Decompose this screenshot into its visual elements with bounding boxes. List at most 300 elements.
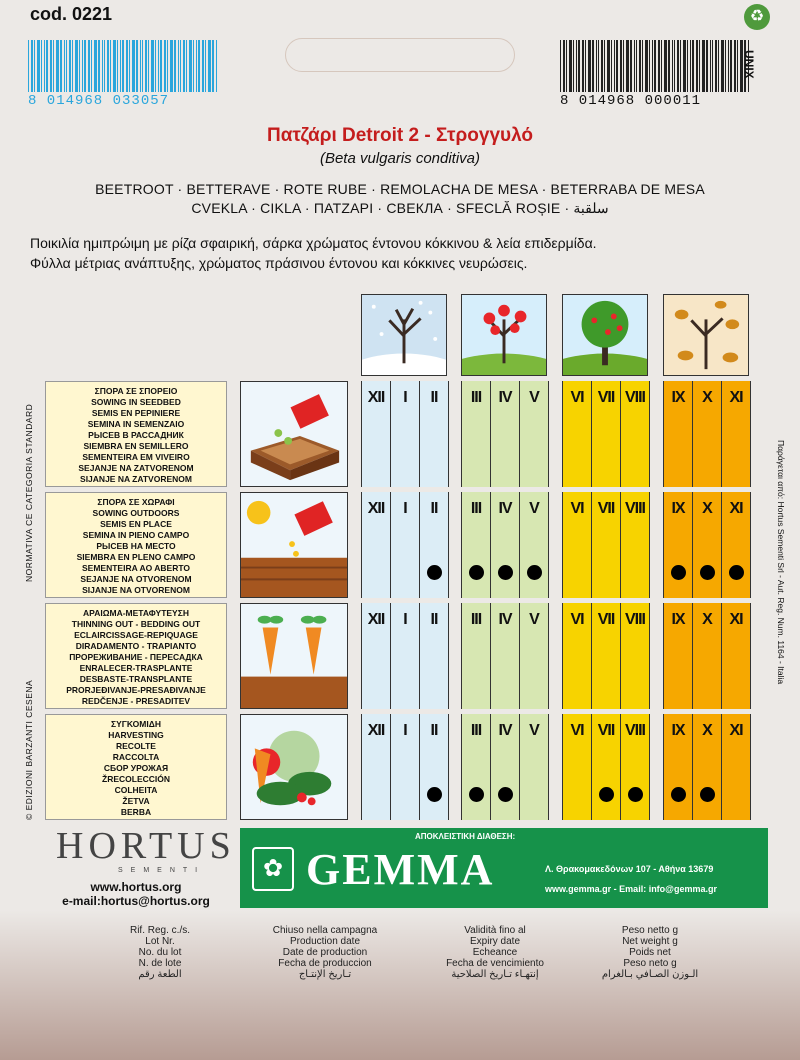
row-label-line: SEJANJE NA ZATVORENOM [78, 463, 194, 473]
barcode-bar [730, 40, 732, 92]
barcode-bar [69, 40, 71, 92]
barcode-bar [53, 40, 54, 92]
winter-season-icon [361, 294, 447, 376]
barcode-bar [155, 40, 156, 92]
barcode-bar [607, 40, 610, 92]
barcode-bar [616, 40, 618, 92]
barcode-bar [84, 40, 86, 92]
barcode-bar [563, 40, 565, 92]
barcode-bar [642, 40, 643, 92]
barcode-bar [576, 40, 577, 92]
barcode-bar [189, 40, 192, 92]
footer-line: Fecha de produccion [278, 958, 372, 969]
footer-line: Net weight g [622, 936, 678, 947]
month-label: XII [367, 389, 385, 406]
gemma-logo-icon: ✿ [252, 847, 294, 891]
barcode-bar [120, 40, 121, 92]
footer-line: Validità fino al [464, 925, 526, 936]
barcode-bar [614, 40, 615, 92]
month-cell [562, 603, 592, 709]
barcode-bar [72, 40, 73, 92]
month-label: I [403, 500, 407, 517]
winter-month-group [361, 492, 449, 598]
month-label: IX [671, 500, 685, 517]
footer-line: Chiuso nella campagna [272, 925, 378, 936]
footer-line: Rif. Reg. c./s. [129, 925, 190, 936]
activity-dot [729, 565, 744, 580]
row-label-line: SEMENTEIRA EM VIVEIRO [82, 452, 190, 462]
barcode-bar [634, 40, 635, 92]
month-cell [461, 381, 491, 487]
barcode-bar [102, 40, 103, 92]
hortus-website: www.hortus.org [90, 880, 182, 894]
row-label-line: DESBASTE-TRANSPLANTE [79, 674, 193, 684]
barcode-bar [186, 40, 187, 92]
barcode-bar [60, 40, 62, 92]
barcode-bar [205, 40, 206, 92]
barcode-bar [75, 40, 78, 92]
month-label: II [430, 389, 438, 406]
month-label: XII [367, 500, 385, 517]
barcode-bar [212, 40, 214, 92]
barcode-bar [41, 40, 42, 92]
month-cell [461, 714, 491, 820]
month-label: IX [671, 389, 685, 406]
description [30, 233, 780, 273]
month-label: VII [597, 611, 615, 628]
row-label-line: ECLAIRCISSAGE-REPIQUAGE [74, 630, 198, 640]
barcode-bar [712, 40, 713, 92]
month-cell [562, 492, 592, 598]
month-label: X [702, 722, 712, 739]
row-label-line: ŽETVA [122, 796, 150, 806]
gemma-web: www.gemma.gr - Email: info@gemma.gr [545, 884, 717, 894]
month-cell [663, 381, 693, 487]
month-cell [361, 492, 391, 598]
activity-dot [599, 787, 614, 802]
barcode-bar [715, 40, 717, 92]
month-label: IV [498, 611, 512, 628]
footer-line: الطعة رقم [138, 969, 182, 980]
barcode-bar [649, 40, 650, 92]
summer-month-group [562, 603, 650, 709]
month-cell [491, 603, 520, 709]
row-label-line: HARVESTING [108, 730, 164, 740]
row-label-seedbed [45, 381, 227, 487]
footer-line: Peso netto g [621, 925, 679, 936]
row-label-line: SEMIS EN PEPINIERE [91, 408, 181, 418]
barcode-bar [611, 40, 612, 92]
month-label: XI [729, 722, 743, 739]
month-label: X [702, 611, 712, 628]
month-label: VII [597, 500, 615, 517]
barcode-bar [129, 40, 130, 92]
footer-line: إنتهـاء تـاريخ الصلاحية [451, 969, 539, 980]
footer-expiry-date [420, 925, 570, 980]
row-label-line: SEMENTEIRA AO ABERTO [82, 563, 190, 573]
barcode-bar [588, 40, 591, 92]
month-cell [391, 492, 420, 598]
barcode-bar [148, 40, 149, 92]
month-cell [562, 714, 592, 820]
row-label-line: COLHEITA [114, 785, 158, 795]
side-producer: Παράγεται από: Hortus Sementi Srl - Aut. Reg. Num. 1164 - Italia [776, 440, 786, 685]
common-names-line-2: CVEKLA · CIKLA · ΠΑΤΖΑΡΙ · СВЕКЛА · SFECLĂ ROȘIE · سلقبة [191, 200, 609, 216]
barcode-bar [630, 40, 632, 92]
description-line-1: Ποικιλία ημιπρώιμη με ρίζα σφαιρική, σάρκα χρώματος έντονου κόκκινου & λεία επιδερμίδα. [30, 235, 597, 251]
barcode-bar [585, 40, 586, 92]
month-label: VIII [624, 722, 645, 739]
month-label: IV [498, 500, 512, 517]
barcode-bar [145, 40, 147, 92]
barcode-bar [208, 40, 211, 92]
hang-hole [285, 38, 515, 72]
barcode-right [560, 40, 755, 109]
barcode-bar [658, 40, 660, 92]
summer-month-group [562, 714, 650, 820]
month-label: III [470, 722, 482, 739]
latin-name: (Beta vulgaris conditiva) [319, 150, 481, 167]
month-cell [420, 603, 449, 709]
row-label-line: BERBA [120, 807, 152, 817]
hortus-subtitle: SEMENTI [118, 867, 206, 874]
month-cell [461, 603, 491, 709]
activity-dot [427, 787, 442, 802]
month-label: II [430, 722, 438, 739]
month-cell [461, 492, 491, 598]
month-label: I [403, 389, 407, 406]
month-label: XI [729, 611, 743, 628]
barcode-bar [44, 40, 45, 92]
month-cell [592, 714, 621, 820]
barcode-bar [202, 40, 204, 92]
barcode-bar [718, 40, 719, 92]
month-cell [420, 492, 449, 598]
month-cell [391, 381, 420, 487]
row-label-line: ΑΡΑΙΩΜΑ-ΜΕΤΑΦΥΤΕΥΣΗ [83, 608, 189, 618]
month-label: VI [570, 389, 584, 406]
spring-month-group [461, 603, 549, 709]
autumn-month-group [663, 714, 751, 820]
hortus-brand [56, 825, 236, 908]
activity-dot [427, 565, 442, 580]
month-cell [592, 381, 621, 487]
activity-dot [628, 787, 643, 802]
autumn-month-group [663, 603, 751, 709]
barcode-bars [560, 40, 755, 92]
month-label: X [702, 500, 712, 517]
barcode-bar [728, 40, 729, 92]
month-label: VII [597, 389, 615, 406]
month-cell [391, 603, 420, 709]
footer-line: Echeance [472, 947, 518, 958]
month-label: X [702, 389, 712, 406]
barcode-bar [122, 40, 124, 92]
harvesting-illustration [240, 714, 348, 820]
month-label: XII [367, 722, 385, 739]
footer-line: Production date [289, 936, 361, 947]
barcode-bar [28, 40, 29, 92]
row-label-line: SOWING IN SEEDBED [91, 397, 181, 407]
footer-line: Expiry date [469, 936, 521, 947]
spring-season-icon [461, 294, 547, 376]
month-cell [621, 603, 650, 709]
month-label: VIII [624, 389, 645, 406]
month-label: IV [498, 389, 512, 406]
row-label-line: DIRADAMENTO - TRAPIANTO [75, 641, 197, 651]
barcode-bar [623, 40, 624, 92]
month-label: V [529, 500, 539, 517]
barcode-bar [37, 40, 40, 92]
month-cell [491, 714, 520, 820]
common-names-line-1: BEETROOT · BETTERAVE · ROTE RUBE · REMOLACHA DE MESA · BETERRABA DE MESA [95, 181, 705, 197]
barcode-bar [626, 40, 629, 92]
footer-net-weight [580, 925, 720, 980]
month-label: VI [570, 722, 584, 739]
barcode-bar [126, 40, 128, 92]
hortus-logo: HORTUS [56, 825, 236, 867]
footer-line: Date de production [282, 947, 368, 958]
month-cell [420, 381, 449, 487]
barcode-bar [725, 40, 726, 92]
barcode-bar [56, 40, 59, 92]
activity-dot [671, 565, 686, 580]
gemma-banner [240, 828, 768, 908]
winter-month-group [361, 381, 449, 487]
activity-dot [469, 565, 484, 580]
barcode-bar [578, 40, 580, 92]
barcode-bar [31, 40, 33, 92]
month-cell [520, 381, 549, 487]
autumn-month-group [663, 492, 751, 598]
row-label-line: SEMINA IN PIENO CAMPO [82, 530, 190, 540]
month-label: V [529, 611, 539, 628]
barcode-bar [668, 40, 670, 92]
row-label-line: СБОР УРОЖАЯ [103, 763, 169, 773]
barcode-bar [598, 40, 599, 92]
footer-line: تـاريخ الإنتـاج [298, 969, 352, 980]
barcode-bar [216, 40, 217, 92]
row-label-thinning [45, 603, 227, 709]
unix-label: UNIX [742, 50, 756, 79]
barcode-bar [180, 40, 181, 92]
month-cell [562, 381, 592, 487]
month-cell [722, 381, 751, 487]
month-cell [361, 714, 391, 820]
row-label-line: SIEMBRA EN PLENO CAMPO [76, 552, 196, 562]
exclusive-distribution: ΑΠΟΚΛΕΙΣΤΙΚΗ ΔΙΑΘΕΣΗ: [415, 832, 516, 841]
barcode-bar [164, 40, 166, 92]
activity-dot [498, 787, 513, 802]
month-cell [693, 714, 722, 820]
row-label-harvesting [45, 714, 227, 820]
barcode-bar [687, 40, 688, 92]
row-label-line: ПРОРЕЖИВАНИЕ - ПЕРЕСАДКА [69, 652, 203, 662]
thinning-illustration [240, 603, 348, 709]
winter-month-group [361, 603, 449, 709]
month-cell [663, 492, 693, 598]
barcode-bar [601, 40, 603, 92]
row-label-line: SEMIS EN PLACE [100, 519, 172, 529]
month-cell [491, 492, 520, 598]
autumn-season-icon [663, 294, 749, 376]
row-label-line: PRORJEĐIVANJE-PRESAĐIVANJE [66, 685, 206, 695]
barcode-bar [110, 40, 111, 92]
barcode-bar [737, 40, 738, 92]
gemma-address: Λ. Θρακομακεδόνων 107 - Αθήνα 13679 [545, 864, 714, 874]
barcode-bar [151, 40, 154, 92]
barcode-bar [677, 40, 679, 92]
footer-lot [100, 925, 220, 980]
month-cell [722, 714, 751, 820]
month-cell [391, 714, 420, 820]
barcode-bar [672, 40, 673, 92]
barcode-bar [183, 40, 185, 92]
summer-month-group [562, 492, 650, 598]
barcode-bar [104, 40, 105, 92]
activity-dot [527, 565, 542, 580]
barcode-bar [592, 40, 594, 92]
spring-month-group [461, 492, 549, 598]
footer-line: Lot Nr. [145, 936, 175, 947]
barcode-bar [132, 40, 135, 92]
barcode-bar [566, 40, 567, 92]
barcode-bar [113, 40, 116, 92]
activity-dot [671, 787, 686, 802]
product-title: Πατζάρι Detroit 2 - Στρογγυλό [266, 125, 534, 146]
barcode-bar [178, 40, 179, 92]
month-cell [621, 492, 650, 598]
month-cell [520, 714, 549, 820]
month-cell [420, 714, 449, 820]
barcode-bar [604, 40, 605, 92]
month-label: VII [597, 722, 615, 739]
side-copyright: © EDIZIONI BARZANTI CESENA [24, 679, 34, 820]
footer-line: Fecha de vencimiento [446, 958, 544, 969]
month-label: XII [367, 611, 385, 628]
barcode-bar [158, 40, 159, 92]
barcode-bar [198, 40, 200, 92]
barcode-bar [734, 40, 736, 92]
row-label-line: РЫСЕВ В РАССАДНИК [88, 430, 184, 440]
barcode-bar [94, 40, 97, 92]
row-label-line: РЫСЕВ НА МЕСТО [96, 541, 176, 551]
month-cell [520, 492, 549, 598]
barcode-bar [50, 40, 52, 92]
barcode-bar [582, 40, 584, 92]
summer-season-icon [562, 294, 648, 376]
footer-line: الـوزن الصـافي بـالغرام [601, 969, 699, 980]
month-label: VI [570, 500, 584, 517]
barcode-bar [636, 40, 637, 92]
seedbed-illustration [240, 381, 348, 487]
month-cell [361, 381, 391, 487]
row-label-line: SOWING OUTDOORS [92, 508, 180, 518]
barcode-bar [596, 40, 597, 92]
row-label-line: REDČENJE - PRESADITEV [81, 696, 191, 706]
activity-dot [469, 787, 484, 802]
barcode-bar [170, 40, 173, 92]
barcode-bar [136, 40, 138, 92]
row-label-line: ŽRECOLECCIÓN [102, 774, 170, 784]
barcode-left [28, 40, 218, 109]
barcode-bar [196, 40, 197, 92]
month-cell [693, 603, 722, 709]
barcode-bar [696, 40, 698, 92]
month-cell [722, 603, 751, 709]
month-cell [361, 603, 391, 709]
footer-line: N. de lote [138, 958, 182, 969]
row-label-line: SIJANJE NA OTVORENOM [82, 585, 190, 595]
product-code: cod. 0221 [30, 4, 113, 24]
spring-month-group [461, 381, 549, 487]
barcode-bar [91, 40, 92, 92]
footer-line: Peso neto g [623, 958, 677, 969]
barcode-bar [64, 40, 65, 92]
barcode-bar [690, 40, 691, 92]
barcode-number: 8 014968 000011 [560, 93, 702, 109]
barcode-bar [674, 40, 675, 92]
barcode-bar [664, 40, 667, 92]
barcode-bar [721, 40, 724, 92]
barcode-bar [140, 40, 141, 92]
barcode-bar [160, 40, 162, 92]
barcode-bars [28, 40, 218, 92]
month-label: XI [729, 389, 743, 406]
side-normativa: NORMATIVA CE CATEGORIA STANDARD [24, 403, 34, 582]
month-label: IX [671, 722, 685, 739]
barcode-bar [702, 40, 705, 92]
footer-production-date [255, 925, 395, 980]
barcode-bar [174, 40, 176, 92]
description-line-2: Φύλλα μέτριας ανάπτυξης, χρώματος πράσινου έντονου και κόκκινες νευρώσεις. [30, 255, 528, 271]
barcode-bar [654, 40, 656, 92]
barcode-bar [573, 40, 574, 92]
recycle-icon: ♻ [744, 4, 770, 30]
row-label-line: ΣΥΓΚΟΜΙΔΗ [111, 719, 161, 729]
footer-line: Poids net [629, 947, 671, 958]
barcode-bar [680, 40, 681, 92]
activity-dot [498, 565, 513, 580]
barcode-bar [82, 40, 83, 92]
month-label: III [470, 611, 482, 628]
barcode-bar [620, 40, 622, 92]
activity-dot [700, 565, 715, 580]
row-label-line: ΣΠΟΡΑ ΣΕ ΧΩΡΑΦΙ [97, 497, 175, 507]
month-label: I [403, 611, 407, 628]
spring-month-group [461, 714, 549, 820]
barcode-bar [98, 40, 100, 92]
row-label-line: ΣΠΟΡΑ ΣΕ ΣΠΟΡΕΙΟ [94, 386, 178, 396]
footer-line: No. du lot [138, 947, 182, 958]
barcode-bar [46, 40, 48, 92]
month-label: IV [498, 722, 512, 739]
winter-month-group [361, 714, 449, 820]
sowing-outdoors-illustration [240, 492, 348, 598]
row-label-line: RACCOLTA [112, 752, 160, 762]
barcode-bar [569, 40, 572, 92]
barcode-bar [88, 40, 90, 92]
month-cell [693, 381, 722, 487]
month-label: V [529, 722, 539, 739]
barcode-bar [683, 40, 686, 92]
month-label: IX [671, 611, 685, 628]
month-label: VIII [624, 611, 645, 628]
month-label: VIII [624, 500, 645, 517]
month-label: XI [729, 500, 743, 517]
barcode-bar [66, 40, 67, 92]
barcode-bar [639, 40, 641, 92]
